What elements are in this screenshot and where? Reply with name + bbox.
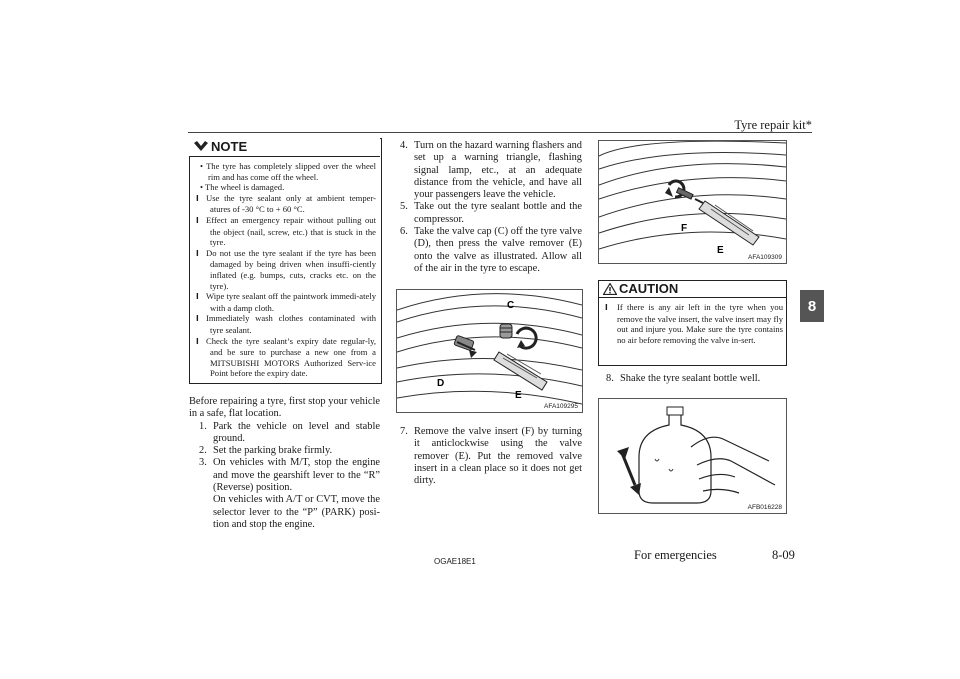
step-item (400, 140, 582, 201)
label-e: E (717, 245, 724, 256)
figure-code: AFA109309 (748, 254, 782, 261)
running-header-title: Tyre repair kit* (734, 118, 812, 132)
bullet-icon: l (196, 215, 199, 225)
note-item-text: Do not use the tyre sealant if the tyre has been damaged by being driven when insuffi-ciently inflated (e.g. bumps, cuts, cracks etc. on the tyre). (206, 247, 376, 291)
valve-insert-illustration (599, 141, 786, 263)
step-text: Set the parking brake firmly. (213, 445, 333, 457)
step-item (199, 421, 380, 446)
label-c: C (507, 300, 515, 311)
valve-illustration (397, 290, 582, 412)
step-8 (606, 373, 786, 385)
bullet-icon: l (605, 303, 608, 312)
bullet-icon: l (196, 248, 199, 258)
label-e: E (515, 390, 522, 401)
step-item (400, 201, 582, 226)
chapter-tab[interactable]: 8 (800, 290, 824, 322)
step-text: Remove the valve insert (F) by turning it anticlockwise using the valve remover (E). Put the removed valve insert in a clean place so it does not get dirty. (414, 426, 582, 487)
middle-column-steps (400, 140, 582, 275)
step-number: 3. (199, 457, 207, 469)
bullet-icon: l (196, 193, 199, 203)
step-number: 5. (400, 201, 408, 213)
note-header (189, 138, 380, 157)
step-continuation: On vehicles with A/T or CVT, move the selector lever to the “P” (PARK) posi-tion and stop the engine. (213, 494, 380, 530)
valve-remover-icon (699, 201, 759, 245)
note-sub-item-text: The wheel is damaged. (205, 182, 285, 193)
step-text: Take the valve cap (C) off the tyre valve (D), then press the valve remover (E) onto the valve as illustrated. Allow all of the air in the tyre to escape. (414, 226, 582, 274)
step-number: 1. (199, 420, 207, 432)
steps-left (189, 421, 380, 532)
note-item-text: Check the tyre sealant’s expiry date regular-ly, and be sure to purchase a new one from a MITSUBISHI MOTORS Authorized Serv-ice Point before the expiry date. (206, 335, 376, 379)
caution-label: CAUTION (619, 281, 679, 296)
note-item-text: Wipe tyre sealant off the paintwork immedi-ately with a damp cloth. (206, 291, 376, 313)
figure-valve-cap-removal (396, 289, 583, 413)
note-sub-item-text: The tyre has completely slipped over the wheel rim and has come off the wheel. (206, 161, 376, 182)
caution-text: If there is any air left in the tyre when you remove the valve insert, the valve insert may fly out and injure you. Make sure the tyre contains no air before removing the valve in-sert. (617, 302, 783, 345)
note-item (196, 248, 376, 291)
figure-valve-insert-removal (598, 140, 787, 264)
note-item (196, 291, 376, 313)
step-text: Take out the tyre sealant bottle and the compressor. (414, 201, 582, 225)
caution-box (598, 280, 787, 366)
note-label: NOTE (211, 139, 248, 154)
step-7 (400, 426, 582, 487)
header-rule (188, 132, 812, 133)
figure-code: AFA109295 (544, 403, 578, 410)
left-column-text (189, 396, 380, 531)
step-item (199, 445, 380, 457)
note-item (196, 313, 376, 335)
step-text: Shake the tyre sealant bottle well. (620, 373, 761, 384)
valve-cap-icon (500, 324, 512, 338)
footer-section-title: For emergencies (634, 548, 717, 562)
note-sub-item: • The tyre has completely slipped over the wheel rim and has come off the wheel. (200, 161, 376, 182)
sealant-bottle-icon (639, 407, 711, 503)
step-number: 4. (400, 140, 408, 151)
step-number: 2. (199, 445, 207, 457)
note-item-text: Use the tyre sealant only at ambient temper-atures of -30 °C to + 60 °C. (206, 192, 376, 215)
bullet-icon: l (196, 292, 199, 302)
valve-remover-icon (494, 352, 547, 390)
label-f: F (681, 223, 688, 234)
note-body (196, 161, 376, 379)
note-item-text: Immediately wash clothes contaminated with tyre sealant. (206, 313, 376, 335)
footer-document-code: OGAE18E1 (434, 557, 476, 566)
note-box (189, 138, 382, 384)
step-text: Park the vehicle on level and stable ground. (213, 420, 380, 444)
note-item (196, 193, 376, 215)
bullet-icon: l (196, 314, 199, 324)
note-icon (193, 140, 209, 153)
footer-page-number: 8-09 (772, 548, 795, 562)
note-item (196, 336, 376, 379)
step-item (199, 457, 380, 494)
bullet-icon: l (196, 336, 199, 346)
direction-arrow-icon (469, 350, 477, 358)
caution-header (599, 281, 786, 298)
caution-body (605, 302, 783, 345)
step-item (400, 226, 582, 275)
shake-bottle-illustration (599, 399, 786, 513)
label-d: D (437, 378, 445, 389)
note-item-text: Effect an emergency repair without pulling out the object (nail, screw, etc.) that is stuck in the tyre. (206, 214, 376, 248)
step-text: Turn on the hazard warning flashers and set up a warning triangle, flashing signal lamp, etc., at an adequate distance from the vehicle, and have all your passengers leave the vehicle. (414, 140, 582, 201)
note-sub-item: • The wheel is damaged. (200, 182, 285, 193)
figure-code: AFB016228 (747, 504, 782, 511)
step-number: 6. (400, 226, 408, 238)
shake-arrow-icon (617, 447, 641, 495)
figure-shake-bottle (598, 398, 787, 514)
step-item (606, 373, 786, 385)
step-item (400, 426, 582, 487)
note-item (196, 215, 376, 248)
intro-paragraph: Before repairing a tyre, first stop your vehicle in a safe, flat location. (189, 396, 380, 420)
step-number: 7. (400, 426, 408, 437)
step-number: 8. (606, 373, 614, 384)
warning-triangle-icon (603, 283, 617, 295)
step-text: On vehicles with M/T, stop the engine and move the gearshift lever to the “R” (Reverse) position. (213, 457, 380, 494)
